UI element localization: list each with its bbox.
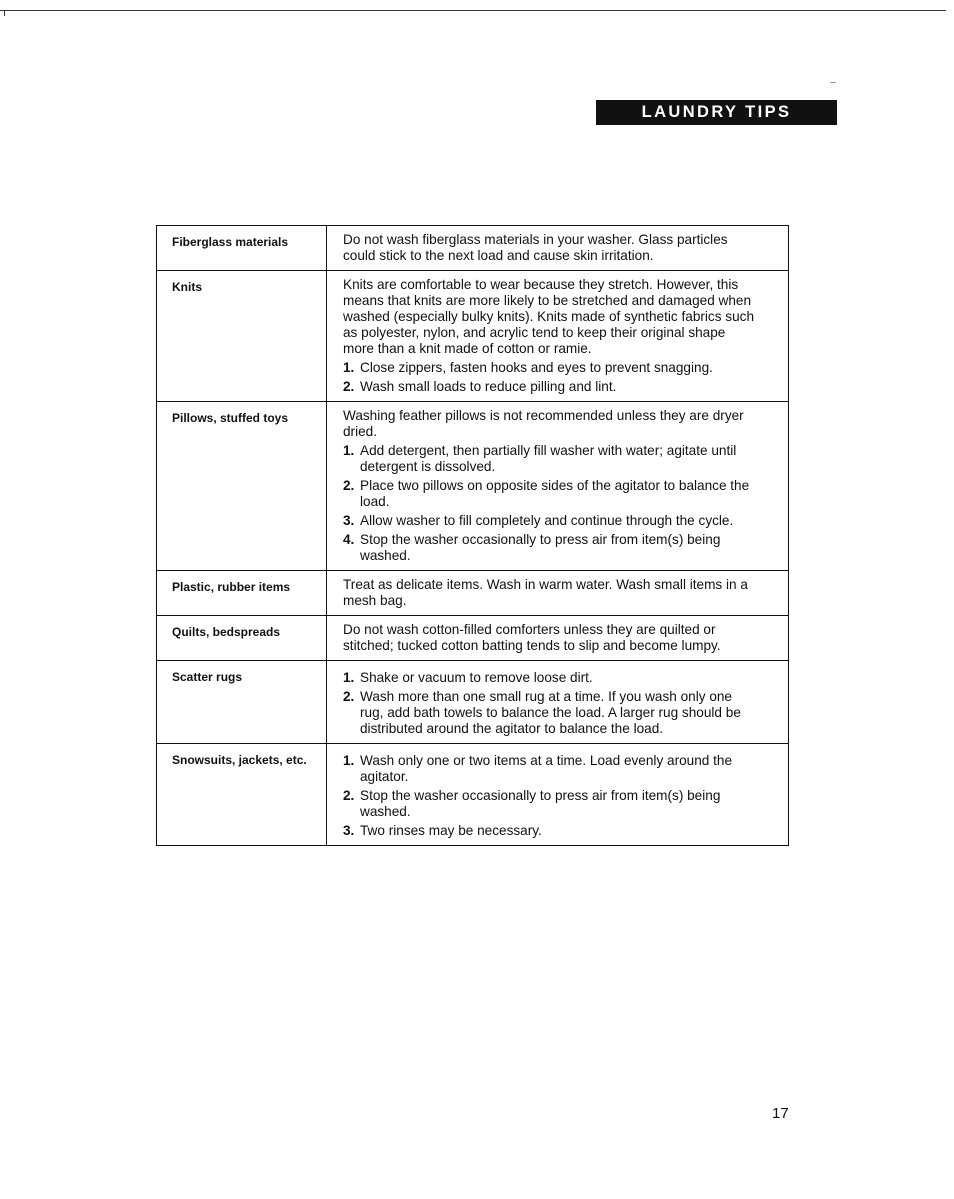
- list-item: [343, 823, 758, 839]
- table-row: [157, 571, 789, 616]
- step-number: 1.: [343, 360, 355, 375]
- care-description: Do not wash fiberglass materials in your washer. Glass particles could stick to the next load and cause skin irritation.: [343, 232, 728, 263]
- care-instructions: [327, 661, 789, 744]
- step-list: [343, 360, 758, 395]
- list-item: [343, 478, 758, 510]
- page-number: 17: [772, 1105, 789, 1122]
- step-number: 2.: [343, 788, 355, 803]
- step-number: 1.: [343, 443, 355, 458]
- table-row: [157, 226, 789, 271]
- fabric-topic: Plastic, rubber items: [157, 571, 327, 616]
- fabric-topic: Scatter rugs: [157, 661, 327, 744]
- step-text: Allow washer to fill completely and continue through the cycle.: [360, 513, 734, 528]
- care-description: Treat as delicate items. Wash in warm water. Wash small items in a mesh bag.: [343, 577, 748, 608]
- table-row: [157, 661, 789, 744]
- step-text: Close zippers, fasten hooks and eyes to prevent snagging.: [360, 360, 713, 375]
- step-number: 2.: [343, 478, 355, 493]
- step-text: Wash more than one small rug at a time. If you wash only one rug, add bath towels to balance the load. A larger rug should be distributed around the agitator to balance the load.: [360, 689, 741, 736]
- step-number: 1.: [343, 753, 355, 768]
- list-item: [343, 670, 758, 686]
- step-number: 3.: [343, 513, 355, 528]
- list-item: [343, 513, 758, 529]
- list-item: [343, 360, 758, 376]
- step-list: [343, 443, 758, 564]
- list-item: [343, 379, 758, 395]
- list-item: [343, 443, 758, 475]
- care-instructions: [327, 226, 789, 271]
- list-item: [343, 532, 758, 564]
- table-row: [157, 271, 789, 402]
- step-number: 2.: [343, 379, 355, 394]
- step-list: [343, 753, 758, 839]
- care-instructions: [327, 571, 789, 616]
- step-number: 4.: [343, 532, 355, 547]
- step-text: Add detergent, then partially fill washer with water; agitate until detergent is dissolved.: [360, 443, 737, 474]
- tips-table-body: [157, 226, 789, 846]
- fabric-topic: Fiberglass materials: [157, 226, 327, 271]
- step-text: Stop the washer occasionally to press air from item(s) being washed.: [360, 788, 721, 819]
- fabric-topic: Knits: [157, 271, 327, 402]
- step-list: [343, 670, 758, 737]
- list-item: [343, 788, 758, 820]
- fabric-topic: Quilts, bedspreads: [157, 616, 327, 661]
- step-number: 3.: [343, 823, 355, 838]
- care-instructions: [327, 616, 789, 661]
- table-row: [157, 616, 789, 661]
- list-item: [343, 753, 758, 785]
- top-rule: [0, 10, 946, 11]
- care-instructions: [327, 744, 789, 846]
- care-description: Washing feather pillows is not recommended unless they are dryer dried.: [343, 408, 744, 439]
- table-row: [157, 744, 789, 846]
- section-title-banner: LAUNDRY TIPS: [596, 100, 837, 125]
- stray-mark: [830, 82, 836, 83]
- step-text: Wash small loads to reduce pilling and lint.: [360, 379, 617, 394]
- table-row: [157, 402, 789, 571]
- care-instructions: [327, 402, 789, 571]
- step-text: Stop the washer occasionally to press air from item(s) being washed.: [360, 532, 721, 563]
- step-number: 1.: [343, 670, 355, 685]
- care-description: Knits are comfortable to wear because they stretch. However, this means that knits are more likely to be stretched and damaged when washed (especially bulky knits). Knits made of synthetic fabrics such as polyester, nylon, and acrylic tend to keep their original shape more than a knit made of cotton or ramie.: [343, 277, 755, 356]
- step-text: Shake or vacuum to remove loose dirt.: [360, 670, 593, 685]
- step-number: 2.: [343, 689, 355, 704]
- fabric-topic: Pillows, stuffed toys: [157, 402, 327, 571]
- step-text: Wash only one or two items at a time. Load evenly around the agitator.: [360, 753, 733, 784]
- laundry-tips-table: [156, 225, 789, 846]
- fabric-topic: Snowsuits, jackets, etc.: [157, 744, 327, 846]
- step-text: Place two pillows on opposite sides of the agitator to balance the load.: [360, 478, 750, 509]
- step-text: Two rinses may be necessary.: [360, 823, 542, 838]
- care-description: Do not wash cotton-filled comforters unless they are quilted or stitched; tucked cotton batting tends to slip and become lumpy.: [343, 622, 721, 653]
- care-instructions: [327, 271, 789, 402]
- corner-tick: [4, 10, 5, 16]
- list-item: [343, 689, 758, 737]
